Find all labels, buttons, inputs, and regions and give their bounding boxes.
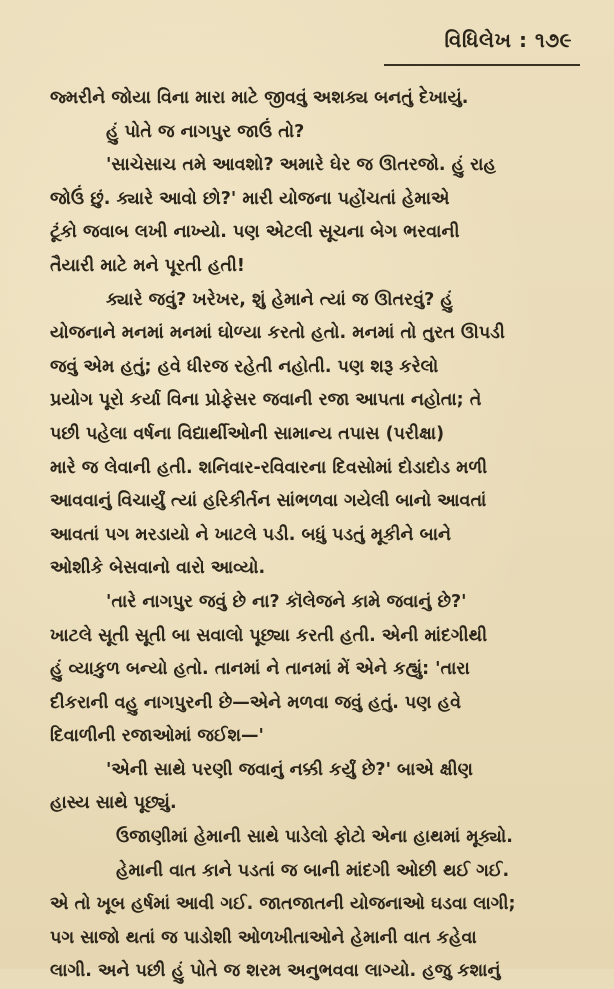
text-line: દીકરાની વહુ નાગપુરની છે—એને મળવા જવું હતું. પણ હવે <box>50 692 461 713</box>
text-line: યોજનાને મનમાં મનમાં ઘોળ્યા કરતો હતો. મનમાં તો તુરત ઊપડી <box>50 323 505 344</box>
text-line: આવવાનું વિચાર્યું ત્યાં હરિકીર્તન સાંભળવા ગયેલી બાનો આવતાં <box>50 491 487 512</box>
text-line: પગ સાજો થતાં જ પાડોશી ઓળખીતાઓને હેમાની વાત કહેવા <box>50 927 477 948</box>
header-underline <box>384 64 580 66</box>
text-line: દિવાળીની રજાઓમાં જઈશ—' <box>50 726 264 747</box>
text-line: પ્રયોગ પૂરો કર્યા વિના પ્રોફેસર જવાની રજા આપતા નહોતા; તે <box>50 390 482 411</box>
text-line: લાગી. અને પછી હું પોતે જ શરમ અનુભવવા લાગ્યો. હજુ કશાનું <box>50 961 501 982</box>
text-line: 'તારે નાગપુર જવું છે ના? કૉલેજને કામે જવાનું છે?' <box>106 591 467 612</box>
text-line: 'એની સાથે પરણી જવાનું નક્કી કર્યું છે?' બાએ ક્ષીણ <box>106 759 473 780</box>
text-line: જવું એમ હતું; હવે ધીરજ રહેતી નહોતી. પણ શરૂ કરેલો <box>50 356 439 377</box>
text-line: મારે જ લેવાની હતી. શનિવાર-રવિવારના દિવસોમાં દોડાદોડ મળી <box>50 457 488 478</box>
text-line: ઉજાણીમાં હેમાની સાથે પાડેલો ફોટો એના હાથમાં મૂક્યો. <box>116 827 513 848</box>
text-line: ટૂંકો જવાબ લખી નાખ્યો. પણ એટલી સૂચના બેગ ભરવાની <box>50 222 460 243</box>
text-line: ખાટલે સૂતી સૂતી બા સવાલો પૂછ્યા કરતી હતી. એની માંદગીથી <box>50 625 488 646</box>
text-line: આવતાં પગ મરડાયો ને ખાટલે પડી. બધું પડતું મૂકીને બાને <box>50 524 452 545</box>
text-line: તૈયારી માટે મને પૂરતી હતી! <box>50 255 245 276</box>
text-line: જોઉં છું. ક્યારે આવો છો?' મારી યોજના પહોંચતાં હેમાએ <box>50 188 450 209</box>
text-line: જ્મરીને જોયા વિના મારા માટે જીવવું અશક્ય બનતું દેખાયું. <box>50 88 469 108</box>
text-line: એ તો ખૂબ હર્ષમાં આવી ગઈ. જાતજાતની યોજનાઓ ઘડવા લાગી; <box>50 894 516 915</box>
text-line: પછી પહેલા વર્ષના વિદ્યાર્થીઓની સામાન્ય તપાસ (પરીક્ષા) <box>50 423 445 444</box>
text-line: હેમાની વાત કાને પડતાં જ બાની માંદગી ઓછી થઈ ગઈ. <box>116 860 510 881</box>
page-body <box>50 82 584 989</box>
text-line: 'સાચેસાચ તમે આવશો? અમારે ઘેર જ ઊતરજો. હું રાહ <box>106 155 496 176</box>
text-line: ઓશીકે બેસવાનો વારો આવ્યો. <box>50 558 266 579</box>
text-line: હું પોતે જ નાગપુર જાઉં તો? <box>106 121 305 142</box>
text-line: હું વ્યાકુળ બન્યો હતો. તાનમાં ને તાનમાં મેં એને કહ્યું: 'તારા <box>50 659 470 680</box>
text-line: હાસ્ય સાથે પૂછ્યું. <box>50 793 177 814</box>
text-line: ક્યારે જવું? ખરેખર, શું હેમાને ત્યાં જ ઊતરવું? હું <box>106 289 453 310</box>
running-header: વિધિલેખ : ૧૭૯ <box>444 28 572 52</box>
